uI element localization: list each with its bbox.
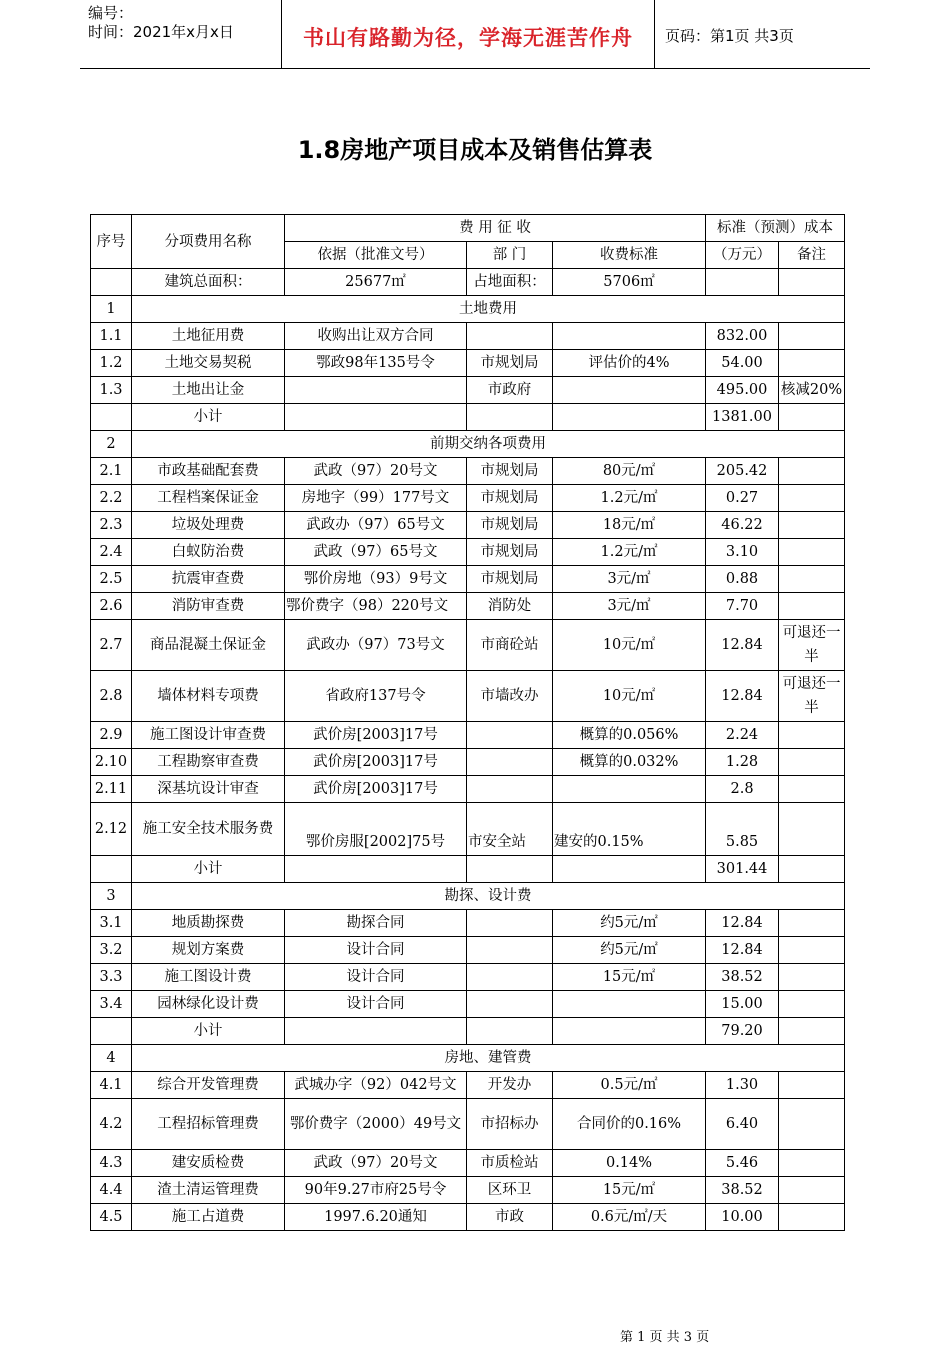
table-cell [91, 404, 132, 431]
table-cell [779, 910, 845, 937]
table-cell: 市规划局 [467, 350, 553, 377]
table-cell: 1.2元/㎡ [553, 539, 706, 566]
table-cell: 施工安全技术服务费 [132, 803, 285, 856]
table-row [91, 749, 845, 776]
doc-number-label: 编号： [88, 4, 134, 22]
table-cell: 205.42 [706, 458, 779, 485]
table-cell: 5.85 [706, 803, 779, 856]
table-cell: 12.84 [706, 910, 779, 937]
table-cell [779, 512, 845, 539]
table-row [91, 1204, 845, 1231]
table-cell: 深基坑设计审查 [132, 776, 285, 803]
table-cell: 垃圾处理费 [132, 512, 285, 539]
table-cell [779, 566, 845, 593]
table-cell: 小计 [132, 404, 285, 431]
table-cell [467, 1018, 553, 1045]
table-cell [285, 1018, 467, 1045]
table-row [91, 323, 845, 350]
header-cell: 标准（预测）成本 [706, 215, 845, 242]
table-cell: 核减20% [779, 377, 845, 404]
table-cell [779, 458, 845, 485]
table-row [91, 377, 845, 404]
table-cell: 概算的0.032% [553, 749, 706, 776]
table-cell: 38.52 [706, 1177, 779, 1204]
table-cell: 概算的0.056% [553, 722, 706, 749]
section-row [91, 1045, 845, 1072]
table-cell: 设计合同 [285, 991, 467, 1018]
table-cell: 0.6元/㎡/天 [553, 1204, 706, 1231]
table-row [91, 485, 845, 512]
table-cell: 消防审查费 [132, 593, 285, 620]
table-cell [467, 722, 553, 749]
table-cell [553, 776, 706, 803]
table-cell: 15元/㎡ [553, 964, 706, 991]
table-cell: 渣土清运管理费 [132, 1177, 285, 1204]
table-cell: 工程勘察审查费 [132, 749, 285, 776]
table-row [91, 937, 845, 964]
table-cell: 2.11 [91, 776, 132, 803]
header-page-info: 页码：第1页 共3页 [665, 27, 794, 45]
table-cell [779, 485, 845, 512]
table-cell [779, 937, 845, 964]
table-cell [467, 964, 553, 991]
table-cell: 市招标办 [467, 1099, 553, 1150]
table-row [91, 1177, 845, 1204]
table-cell: 90年9.27市府25号令 [285, 1177, 467, 1204]
table-cell: 房地字（99）177号文 [285, 485, 467, 512]
table-cell [467, 910, 553, 937]
table-cell [779, 323, 845, 350]
table-cell: 合同价的0.16% [553, 1099, 706, 1150]
table-cell: 3元/㎡ [553, 593, 706, 620]
table-cell: 4.1 [91, 1072, 132, 1099]
table-cell: 鄂价费字（2000）49号文 [285, 1099, 467, 1150]
table-cell: 土地交易契税 [132, 350, 285, 377]
table-cell: 施工占道费 [132, 1204, 285, 1231]
table-cell: 3.4 [91, 991, 132, 1018]
table-cell: 鄂价房地（93）9号文 [285, 566, 467, 593]
table-cell: 12.84 [706, 937, 779, 964]
table-cell [779, 539, 845, 566]
table-cell [285, 404, 467, 431]
table-cell: 设计合同 [285, 937, 467, 964]
table-cell: 18元/㎡ [553, 512, 706, 539]
table-cell: 80元/㎡ [553, 458, 706, 485]
table-cell: 4.2 [91, 1099, 132, 1150]
table-cell: 市规划局 [467, 566, 553, 593]
table-cell: 勘探合同 [285, 910, 467, 937]
table-cell: 施工图设计费 [132, 964, 285, 991]
page-footer: 第 1 页 共 3 页 [620, 1330, 710, 1345]
table-cell [779, 350, 845, 377]
table-cell: 2.8 [706, 776, 779, 803]
table-cell: 武政办（97）65号文 [285, 512, 467, 539]
table-cell: 12.84 [706, 671, 779, 722]
table-cell [553, 856, 706, 883]
table-cell [467, 749, 553, 776]
table-cell: 4.4 [91, 1177, 132, 1204]
table-cell: 收购出让双方合同 [285, 323, 467, 350]
table-cell [553, 404, 706, 431]
table-cell: 约5元/㎡ [553, 937, 706, 964]
table-row [91, 776, 845, 803]
table-row [91, 1072, 845, 1099]
table-cell: 房地、建管费 [132, 1045, 845, 1072]
table-cell [467, 404, 553, 431]
table-cell [553, 323, 706, 350]
table-cell: 小计 [132, 856, 285, 883]
table-cell: 抗震审查费 [132, 566, 285, 593]
table-cell: 2.2 [91, 485, 132, 512]
table-cell: 建安的0.15% [553, 803, 706, 856]
table-cell: 市规划局 [467, 512, 553, 539]
table-cell: 3 [91, 883, 132, 910]
section-row [91, 883, 845, 910]
table-cell [553, 991, 706, 1018]
table-cell: 市质检站 [467, 1150, 553, 1177]
table-row [91, 671, 845, 722]
table-cell [467, 323, 553, 350]
table-cell: 79.20 [706, 1018, 779, 1045]
table-cell: 区环卫 [467, 1177, 553, 1204]
table-cell: 2.1 [91, 458, 132, 485]
table-row [91, 1150, 845, 1177]
table-cell [285, 377, 467, 404]
area-value: 25677㎡ [285, 269, 467, 296]
table-cell: 12.84 [706, 620, 779, 671]
table-cell: 商品混凝土保证金 [132, 620, 285, 671]
table-cell [91, 1018, 132, 1045]
table-cell: 可退还一半 [779, 620, 845, 671]
table-row [91, 512, 845, 539]
table-cell: 鄂价房服[2002]75号 [285, 803, 467, 856]
table-row [91, 910, 845, 937]
table-cell: 市规划局 [467, 458, 553, 485]
table-cell: 301.44 [706, 856, 779, 883]
header-divider [654, 0, 655, 68]
table-cell [779, 1099, 845, 1150]
table-cell [779, 749, 845, 776]
table-cell: 832.00 [706, 323, 779, 350]
table-cell [779, 722, 845, 749]
table-row [91, 539, 845, 566]
table-cell: 市规划局 [467, 539, 553, 566]
table-cell: 2.5 [91, 566, 132, 593]
table-cell: 3.2 [91, 937, 132, 964]
table-row [91, 964, 845, 991]
table-cell: 10元/㎡ [553, 620, 706, 671]
section-row [91, 431, 845, 458]
table-row [91, 458, 845, 485]
table-cell: 3.3 [91, 964, 132, 991]
table-cell: 市政 [467, 1204, 553, 1231]
subtotal-row [91, 1018, 845, 1045]
table-cell: 武政（97）20号文 [285, 458, 467, 485]
header-cell: 费 用 征 收 [285, 215, 706, 242]
table-cell: 2.3 [91, 512, 132, 539]
table-cell: 土地出让金 [132, 377, 285, 404]
page-title: 1.8房地产项目成本及销售估算表 [297, 136, 653, 164]
table-cell: 7.70 [706, 593, 779, 620]
table-cell: 2.4 [91, 539, 132, 566]
table-cell: 10元/㎡ [553, 671, 706, 722]
table-cell: 1997.6.20通知 [285, 1204, 467, 1231]
table-cell: 38.52 [706, 964, 779, 991]
table-cell [779, 1177, 845, 1204]
table-cell [467, 856, 553, 883]
table-cell: 4 [91, 1045, 132, 1072]
doc-time-label: 时间：2021年x月x日 [88, 23, 234, 41]
table-cell: 2.7 [91, 620, 132, 671]
area-row [91, 269, 845, 296]
table-cell [779, 856, 845, 883]
table-cell: 鄂政98年135号令 [285, 350, 467, 377]
table-cell: 2.12 [91, 803, 132, 856]
table-cell: 2.10 [91, 749, 132, 776]
table-cell: 约5元/㎡ [553, 910, 706, 937]
table-cell: 鄂价费字（98）220号文 [285, 593, 467, 620]
table-cell [779, 803, 845, 856]
table-cell [91, 856, 132, 883]
table-cell [467, 991, 553, 1018]
table-cell: 1.2 [91, 350, 132, 377]
table-cell: 勘探、设计费 [132, 883, 845, 910]
table-cell: 开发办 [467, 1072, 553, 1099]
table-cell: 495.00 [706, 377, 779, 404]
table-cell: 武政办（97）73号文 [285, 620, 467, 671]
table-cell: 设计合同 [285, 964, 467, 991]
table-cell: 综合开发管理费 [132, 1072, 285, 1099]
table-cell [779, 269, 845, 296]
table-cell [779, 593, 845, 620]
header-cell: 分项费用名称 [132, 215, 285, 269]
page-header [80, 0, 870, 69]
area-label: 建筑总面积： [132, 269, 285, 296]
table-cell: 武价房[2003]17号 [285, 749, 467, 776]
table-cell: 工程档案保证金 [132, 485, 285, 512]
table-cell: 46.22 [706, 512, 779, 539]
table-cell: 2.9 [91, 722, 132, 749]
header-cell: 部 门 [467, 242, 553, 269]
table-cell [779, 1018, 845, 1045]
table-cell: 墙体材料专项费 [132, 671, 285, 722]
header-motto: 书山有路勤为径，学海无涯苦作舟 [303, 26, 633, 50]
table-cell: 前期交纳各项费用 [132, 431, 845, 458]
table-cell: 工程招标管理费 [132, 1099, 285, 1150]
header-cell: 依据（批准文号） [285, 242, 467, 269]
table-cell: 6.40 [706, 1099, 779, 1150]
table-cell: 54.00 [706, 350, 779, 377]
table-cell: 1.30 [706, 1072, 779, 1099]
land-value: 5706㎡ [553, 269, 706, 296]
table-header-row [91, 215, 845, 242]
subtotal-row [91, 856, 845, 883]
table-cell: 白蚁防治费 [132, 539, 285, 566]
table-cell: 施工图设计审查费 [132, 722, 285, 749]
land-label: 占地面积： [467, 269, 553, 296]
header-cell: 备注 [779, 242, 845, 269]
table-cell [467, 937, 553, 964]
table-cell: 0.88 [706, 566, 779, 593]
table-cell: 省政府137号令 [285, 671, 467, 722]
table-cell [706, 269, 779, 296]
table-cell: 市商砼站 [467, 620, 553, 671]
header-cell: 序号 [91, 215, 132, 269]
table-cell: 4.3 [91, 1150, 132, 1177]
table-cell [779, 1204, 845, 1231]
table-cell: 可退还一半 [779, 671, 845, 722]
subtotal-row [91, 404, 845, 431]
table-cell: 0.5元/㎡ [553, 1072, 706, 1099]
table-cell: 2.8 [91, 671, 132, 722]
table-row [91, 803, 845, 856]
table-cell: 市政府 [467, 377, 553, 404]
header-cell: 收费标准 [553, 242, 706, 269]
table-row [91, 620, 845, 671]
table-cell [779, 776, 845, 803]
table-cell: 1381.00 [706, 404, 779, 431]
table-row [91, 991, 845, 1018]
table-cell: 5.46 [706, 1150, 779, 1177]
table-row [91, 722, 845, 749]
table-cell: 3.10 [706, 539, 779, 566]
table-cell: 消防处 [467, 593, 553, 620]
table-cell: 武价房[2003]17号 [285, 776, 467, 803]
table-cell [779, 991, 845, 1018]
table-cell [553, 1018, 706, 1045]
header-meta [88, 4, 234, 42]
table-cell: 规划方案费 [132, 937, 285, 964]
table-cell: 0.14% [553, 1150, 706, 1177]
table-cell [779, 1072, 845, 1099]
table-cell: 15.00 [706, 991, 779, 1018]
table-cell: 10.00 [706, 1204, 779, 1231]
table-cell: 地质勘探费 [132, 910, 285, 937]
table-cell: 2 [91, 431, 132, 458]
table-cell [779, 404, 845, 431]
table-cell: 1.2元/㎡ [553, 485, 706, 512]
table-cell: 4.5 [91, 1204, 132, 1231]
table-cell: 园林绿化设计费 [132, 991, 285, 1018]
table-cell [285, 856, 467, 883]
table-cell: 市安全站 [467, 803, 553, 856]
table-cell: 小计 [132, 1018, 285, 1045]
table-row [91, 566, 845, 593]
table-cell: 2.6 [91, 593, 132, 620]
table-cell: 1.28 [706, 749, 779, 776]
table-cell: 武城办字（92）042号文 [285, 1072, 467, 1099]
table-cell: 3元/㎡ [553, 566, 706, 593]
table-cell [553, 377, 706, 404]
table-cell: 1.3 [91, 377, 132, 404]
table-row [91, 350, 845, 377]
table-cell: 2.24 [706, 722, 779, 749]
header-cell: （万元） [706, 242, 779, 269]
table-cell: 15元/㎡ [553, 1177, 706, 1204]
table-cell: 1 [91, 296, 132, 323]
table-cell: 市墙改办 [467, 671, 553, 722]
table-cell: 武价房[2003]17号 [285, 722, 467, 749]
table-cell: 1.1 [91, 323, 132, 350]
table-cell [467, 776, 553, 803]
table-cell: 3.1 [91, 910, 132, 937]
table-cell: 市规划局 [467, 485, 553, 512]
table-row [91, 593, 845, 620]
table-row [91, 1099, 845, 1150]
table-cell: 土地征用费 [132, 323, 285, 350]
table-cell [91, 269, 132, 296]
table-cell: 建安质检费 [132, 1150, 285, 1177]
cost-table [90, 214, 845, 1231]
table-cell: 0.27 [706, 485, 779, 512]
table-cell: 武政（97）20号文 [285, 1150, 467, 1177]
table-cell: 武政（97）65号文 [285, 539, 467, 566]
table-cell [779, 964, 845, 991]
table-cell: 评估价的4% [553, 350, 706, 377]
section-row [91, 296, 845, 323]
table-cell [779, 1150, 845, 1177]
table-cell: 市政基础配套费 [132, 458, 285, 485]
table-cell: 土地费用 [132, 296, 845, 323]
